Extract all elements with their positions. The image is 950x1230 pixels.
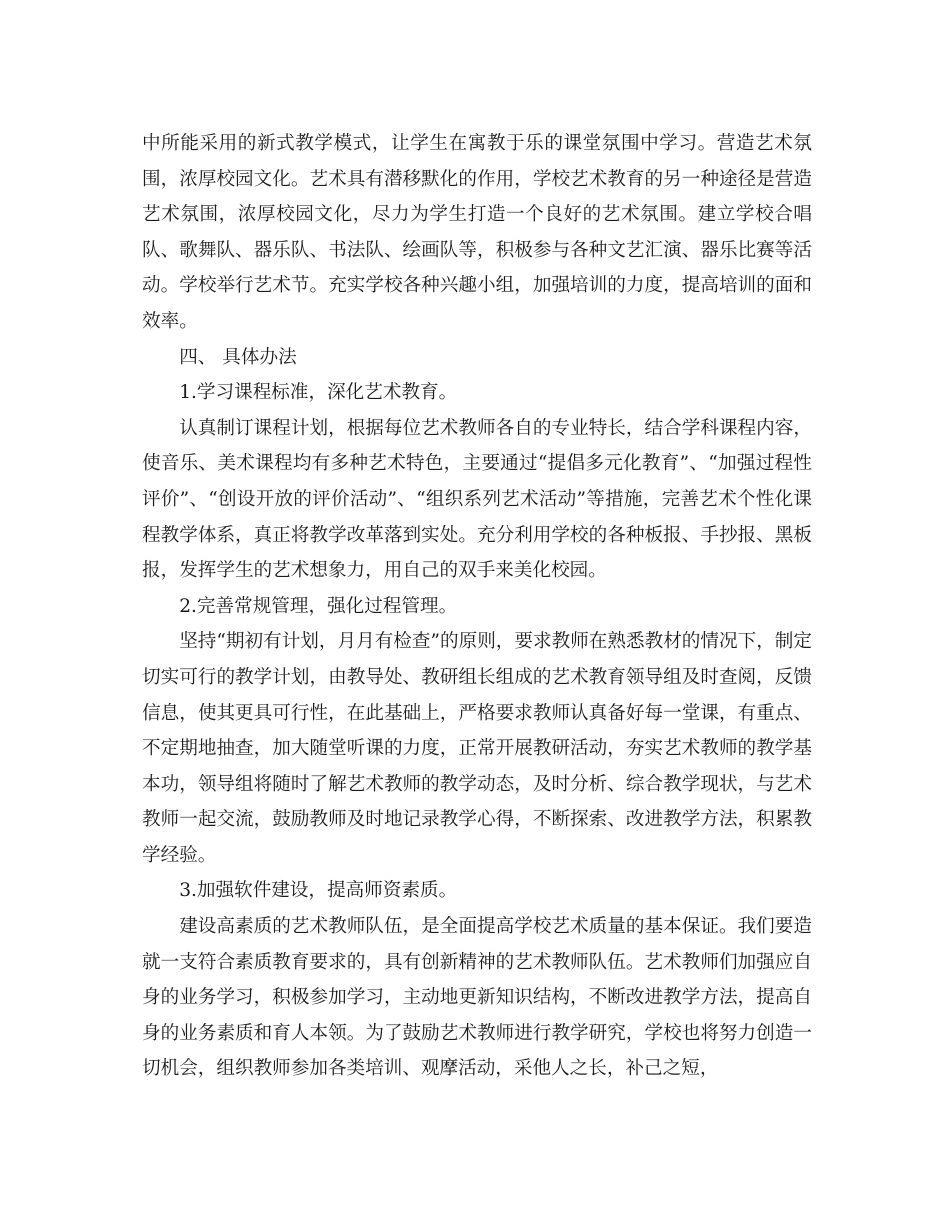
paragraph-teacher-quality: 建设高素质的艺术教师队伍，是全面提高学校艺术质量的基本保证。我们要造就一支符合素质教育要求的，具有创新精神的艺术教师队伍。艺术教师们加强应自身的业务学习，积极参加学习，主动地更新知识结构，不断改进教学方法，提高自身的业务素质和育人本领。为了鼓励艺术教师进行教学研究，学校也将努力创造一切机会，组织教师参加各类培训、观摩活动，采他人之长，补己之短， xyxy=(142,916,812,1080)
document-body xyxy=(142,126,812,1087)
paragraph-curriculum-plan: 认真制订课程计划，根据每位艺术教师各自的专业特长，结合学科课程内容，使音乐、美术课程均有多种艺术特色，主要通过“提倡多元化教育”、“加强过程性评价”、“创设开放的评价活动”、“组织系列艺术活动”等措施，完善艺术个性化课程教学体系，真正将教学改革落到实处。充分利用学校的各种板报、手抄报、黑板报，发挥学生的艺术想象力，用自己的双手来美化校园。 xyxy=(142,417,812,582)
subheading-curriculum-standards: 1.学习课程标准，深化艺术教育。 xyxy=(179,382,458,404)
section-heading-specific-methods: 四、 具体办法 xyxy=(179,346,297,368)
subheading-routine-management: 2.完善常规管理，强化过程管理。 xyxy=(179,595,458,617)
subheading-teacher-quality: 3.加强软件建设，提高师资素质。 xyxy=(179,880,458,902)
paragraph-art-atmosphere: 中所能采用的新式教学模式，让学生在寓教于乐的课堂氛围中学习。营造艺术氛围，浓厚校园文化。艺术具有潜移默化的作用，学校艺术教育的另一种途径是营造艺术氛围，浓厚校园文化，尽力为学生打造一个良好的艺术氛围。建立学校合唱队、歌舞队、器乐队、书法队、绘画队等，积极参与各种文艺汇演、器乐比赛等活动。学校举行艺术节。充实学校各种兴趣小组，加强培训的力度，提高培训的面和效率。 xyxy=(142,133,812,332)
paragraph-routine-management: 坚持“期初有计划，月月有检查”的原则，要求教师在熟悉教材的情况下，制定切实可行的教学计划，由教导处、教研组长组成的艺术教育领导组及时查阅，反馈信息，使其更具可行性，在此基础上，严格要求教师认真备好每一堂课，有重点、不定期地抽查，加大随堂听课的力度，正常开展教研活动，夯实艺术教师的教学基本功，领导组将随时了解艺术教师的教学动态，及时分析、综合教学现状，与艺术教师一起交流，鼓励教师及时地记录教学心得，不断探索、改进教学方法，积累教学经验。 xyxy=(142,631,812,866)
